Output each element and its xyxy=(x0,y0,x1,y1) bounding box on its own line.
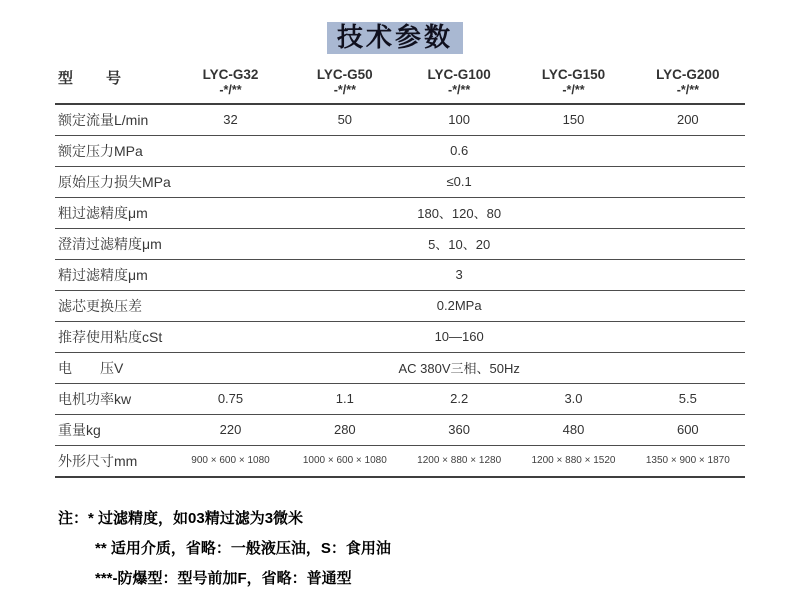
cell-span-value: 3 xyxy=(173,259,745,290)
cell-value: 1200 × 880 × 1280 xyxy=(402,445,516,477)
table-row xyxy=(55,197,745,228)
table-row xyxy=(55,321,745,352)
cell-value: 200 xyxy=(631,104,745,136)
cell-value: 50 xyxy=(288,104,402,136)
row-label: 重量kg xyxy=(55,414,173,445)
model-suffix: -*/** xyxy=(448,82,471,97)
row-label: 外形尺寸mm xyxy=(55,445,173,477)
row-label: 额定流量L/min xyxy=(55,104,173,136)
note-line: 注：* 过滤精度，如03精过滤为3微米 xyxy=(58,509,304,527)
title-bar xyxy=(0,0,790,54)
table-row xyxy=(55,383,745,414)
page-title: 技术参数 xyxy=(327,22,463,54)
table-row xyxy=(55,414,745,445)
cell-value: 100 xyxy=(402,104,516,136)
cell-value: 3.0 xyxy=(516,383,630,414)
table-row xyxy=(55,104,745,136)
cell-span-value: 5、10、20 xyxy=(173,228,745,259)
model-name: LYC-G100 xyxy=(427,66,491,82)
notes xyxy=(58,504,790,594)
model-header-label: 型 号 xyxy=(55,67,173,104)
cell-span-value: 180、120、80 xyxy=(173,197,745,228)
cell-value: 0.75 xyxy=(173,383,287,414)
note-line: ***-防爆型：型号前加F，省略：普通型 xyxy=(95,569,352,587)
cell-value: 1350 × 900 × 1870 xyxy=(631,445,745,477)
cell-span-value: 0.6 xyxy=(173,135,745,166)
model-suffix: -*/** xyxy=(676,82,699,97)
cell-value: 480 xyxy=(516,414,630,445)
model-name: LYC-G200 xyxy=(656,66,720,82)
table-row xyxy=(55,228,745,259)
table-row xyxy=(55,445,745,477)
cell-value: 600 xyxy=(631,414,745,445)
model-name: LYC-G50 xyxy=(316,66,373,82)
table-row xyxy=(55,135,745,166)
note-line: ** 适用介质，省略：一般液压油，S：食用油 xyxy=(95,539,391,557)
cell-value: 2.2 xyxy=(402,383,516,414)
cell-value: 150 xyxy=(516,104,630,136)
model-suffix: -*/** xyxy=(333,82,356,97)
cell-span-value: 10—160 xyxy=(173,321,745,352)
row-label: 精过滤精度μm xyxy=(55,259,173,290)
table-row xyxy=(55,290,745,321)
model-suffix: -*/** xyxy=(562,82,585,97)
row-label: 电 压V xyxy=(55,352,173,383)
table-row xyxy=(55,166,745,197)
model-column-header xyxy=(402,67,516,104)
table-row xyxy=(55,259,745,290)
model-name: LYC-G32 xyxy=(202,66,259,82)
spec-table-body xyxy=(55,104,745,477)
cell-value: 280 xyxy=(288,414,402,445)
cell-value: 220 xyxy=(173,414,287,445)
row-label: 推荐使用粘度cSt xyxy=(55,321,173,352)
cell-value: 900 × 600 × 1080 xyxy=(173,445,287,477)
row-label: 电机功率kw xyxy=(55,383,173,414)
cell-value: 1000 × 600 × 1080 xyxy=(288,445,402,477)
cell-value: 5.5 xyxy=(631,383,745,414)
model-column-header xyxy=(516,67,630,104)
model-column-header xyxy=(631,67,745,104)
cell-value: 1200 × 880 × 1520 xyxy=(516,445,630,477)
cell-span-value: ≤0.1 xyxy=(173,166,745,197)
row-label: 原始压力损失MPa xyxy=(55,166,173,197)
row-label: 滤芯更换压差 xyxy=(55,290,173,321)
model-name: LYC-G150 xyxy=(541,66,606,82)
model-column-header xyxy=(288,67,402,104)
cell-value: 360 xyxy=(402,414,516,445)
table-row xyxy=(55,352,745,383)
row-label: 额定压力MPa xyxy=(55,135,173,166)
row-label: 粗过滤精度μm xyxy=(55,197,173,228)
cell-value: 1.1 xyxy=(288,383,402,414)
cell-span-value: AC 380V三相、50Hz xyxy=(173,352,745,383)
spec-table xyxy=(55,67,745,478)
model-column-header xyxy=(173,67,287,104)
cell-span-value: 0.2MPa xyxy=(173,290,745,321)
model-suffix: -*/** xyxy=(219,82,242,97)
cell-value: 32 xyxy=(173,104,287,136)
row-label: 澄清过滤精度μm xyxy=(55,228,173,259)
header-row xyxy=(55,67,745,104)
